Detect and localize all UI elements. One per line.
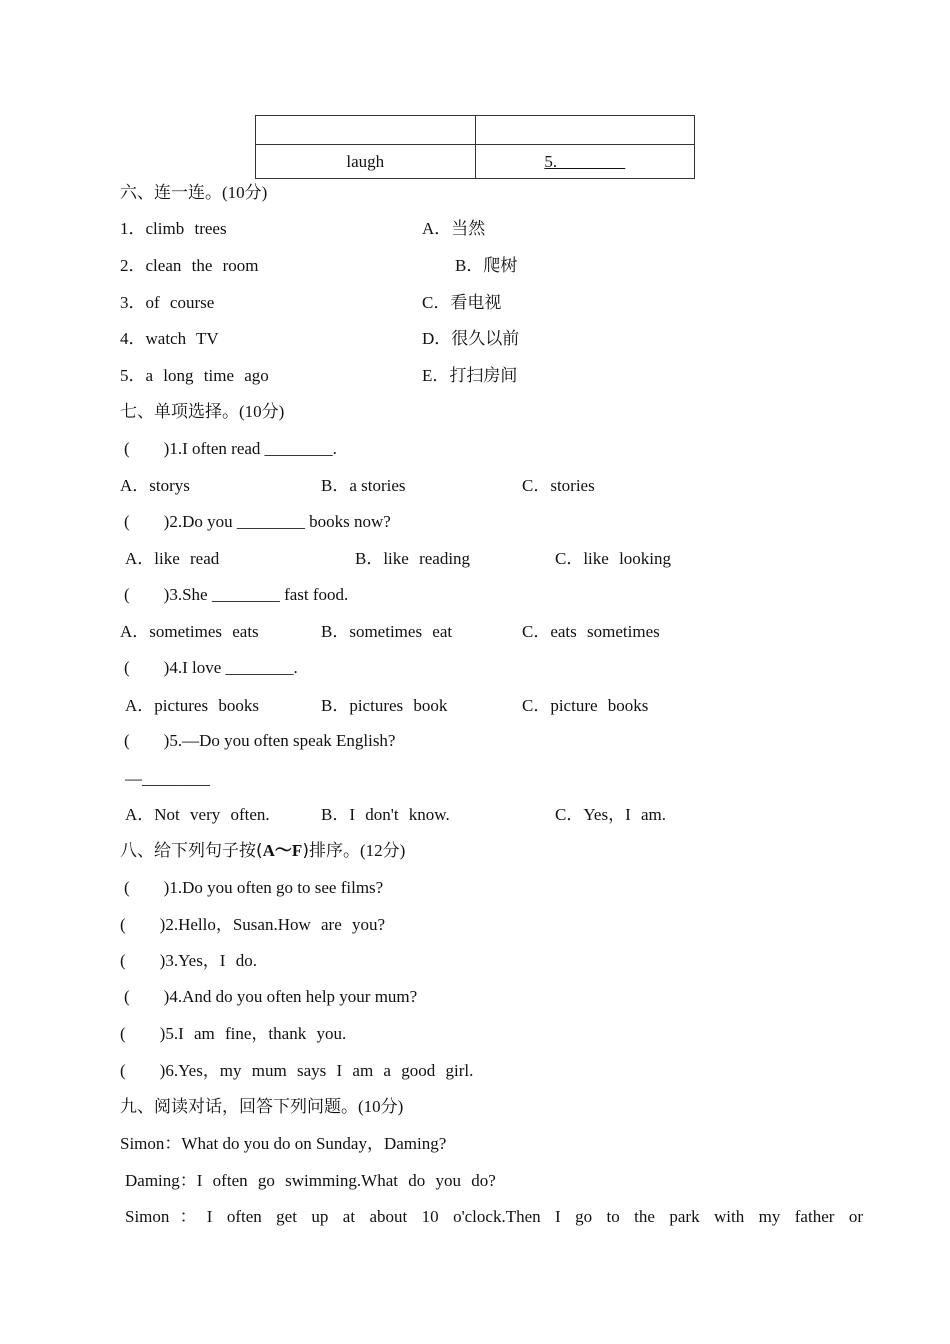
option-b: B．pictures book <box>321 696 448 715</box>
table-cell <box>256 116 476 145</box>
option-a: A．like read <box>125 549 220 568</box>
option-a: A．sometimes eats <box>120 622 259 641</box>
question-1: ( )1.I often read ________. <box>124 439 337 458</box>
match-left-item: 2．clean the room <box>120 256 259 275</box>
option-c: C．like looking <box>555 549 672 568</box>
dialogue-line: Daming：I often go swimming.What do you do? <box>125 1171 496 1190</box>
sentence-item: ( )5.I am fine，thank you. <box>120 1024 347 1043</box>
section-8-title: 八、给下列句子按(A～F)排序。(12分) <box>120 841 406 861</box>
option-c: C．picture books <box>522 696 649 715</box>
sentence-item: ( )2.Hello，Susan.How are you? <box>120 915 386 934</box>
option-b: B．like reading <box>355 549 471 568</box>
match-left-item: 5．a long time ago <box>120 366 269 385</box>
table-row <box>256 116 695 145</box>
option-c: C．eats sometimes <box>522 622 660 641</box>
dialogue-line: Simon：What do you do on Sunday，Daming? <box>120 1134 447 1153</box>
section-7-title: 七、单项选择。(10分) <box>120 402 285 422</box>
sentence-item: ( )1.Do you often go to see films? <box>124 878 384 897</box>
option-a: A．Not very often. <box>125 805 270 824</box>
question-5: ( )5.—Do you often speak English? <box>124 731 396 750</box>
match-left-item: 4．watch TV <box>120 329 219 348</box>
dialogue-line: Simon：I often get up at about 10 o'clock.Then I go to the park with my father or <box>125 1207 863 1226</box>
section-6-title: 六、连一连。(10分) <box>120 183 268 203</box>
blank-answer: 5.________ <box>544 151 626 171</box>
sentence-item: ( )6.Yes，my mum says I am a good girl. <box>120 1061 474 1080</box>
match-right-item: B．爬树 <box>455 256 518 275</box>
sentence-item: ( )4.And do you often help your mum? <box>124 987 418 1006</box>
sentence-item: ( )3.Yes，I do. <box>120 951 257 970</box>
match-left-item: 3．of course <box>120 293 215 312</box>
option-b: B．sometimes eat <box>321 622 453 641</box>
match-right-item: E．打扫房间 <box>422 366 518 385</box>
match-right-item: C．看电视 <box>422 293 502 312</box>
match-right-item: D．很久以前 <box>422 329 520 348</box>
option-b: B．I don't know. <box>321 805 450 824</box>
option-c: C．Yes，I am. <box>555 805 667 824</box>
match-left-item: 1．climb trees <box>120 219 227 238</box>
match-right-item: A．当然 <box>422 219 486 238</box>
question-5-answer-blank: —________ <box>125 769 210 788</box>
table-row <box>256 145 695 179</box>
question-2: ( )2.Do you ________ books now? <box>124 512 391 531</box>
option-b: B．a stories <box>321 476 406 495</box>
table-cell: laugh <box>256 145 476 179</box>
table-cell <box>475 116 695 145</box>
option-a: A．storys <box>120 476 190 495</box>
section-9-title: 九、阅读对话，回答下列问题。(10分) <box>120 1097 404 1117</box>
question-3: ( )3.She ________ fast food. <box>124 585 349 604</box>
question-4: ( )4.I love ________. <box>124 658 298 677</box>
table-cell <box>475 145 695 179</box>
option-c: C．stories <box>522 476 595 495</box>
option-a: A．pictures books <box>125 696 259 715</box>
answer-table <box>255 115 695 179</box>
